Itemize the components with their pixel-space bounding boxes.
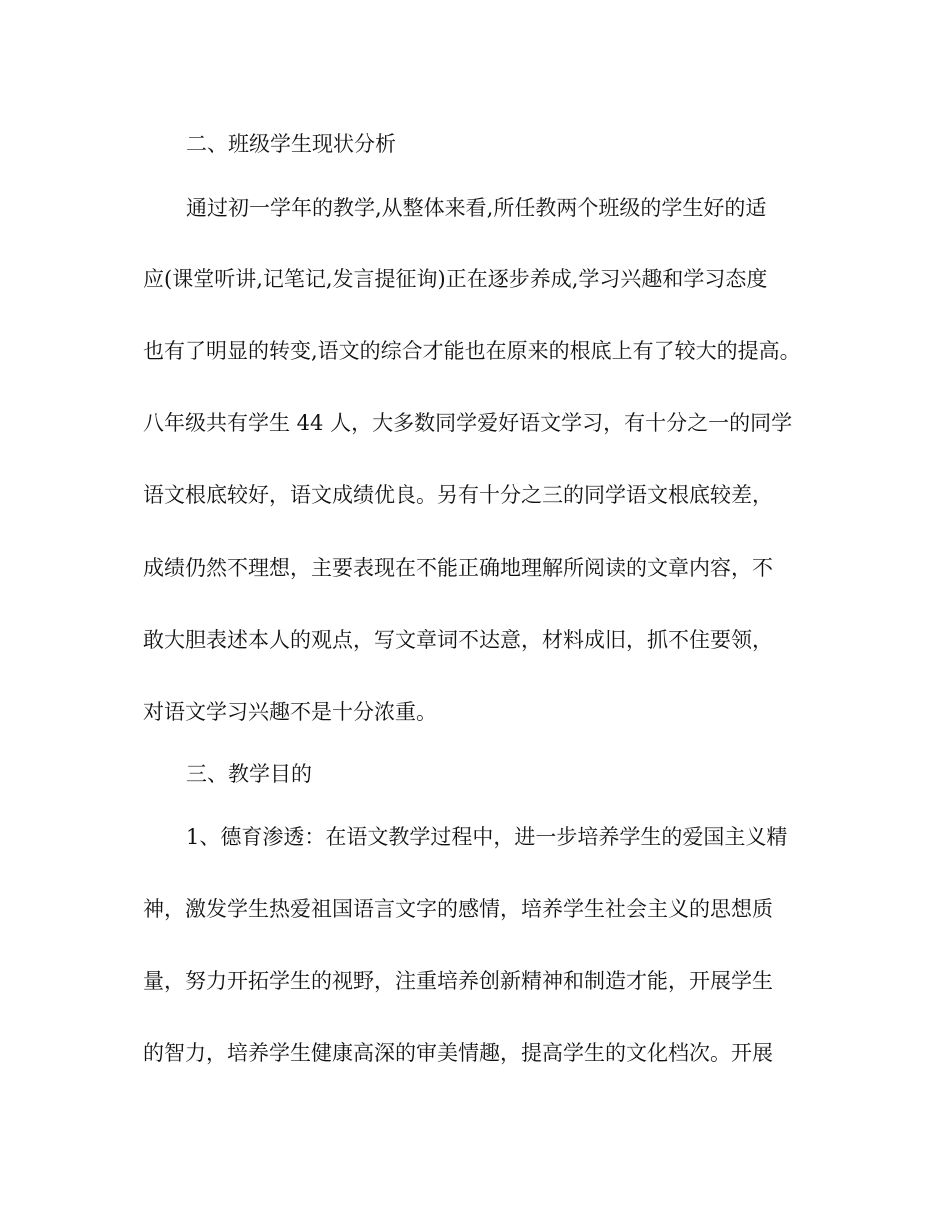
paragraph-line: 成绩仍然不理想，主要表现在不能正确地理解所阅读的文章内容，不: [143, 556, 773, 580]
section-heading-teaching-goals: 三、教学目的: [186, 762, 312, 786]
paragraph-line: 语文根底较好，语文成绩优良。另有十分之三的同学语文根底较差，: [143, 483, 773, 507]
paragraph-line: 也有了明显的转变,语文的综合才能也在原来的根底上有了较大的提高。: [143, 339, 801, 363]
paragraph-line: 应(课堂听讲,记笔记,发言提征询)正在逐步养成,学习兴趣和学习态度: [143, 267, 768, 291]
paragraph-line: 1、德育渗透：在语文教学过程中，进一步培养学生的爱国主义精: [186, 825, 788, 849]
paragraph-line: 神，激发学生热爱祖国语言文字的感情，培养学生社会主义的思想质: [143, 897, 773, 921]
paragraph-line: 八年级共有学生 44 人，大多数同学爱好语文学习，有十分之一的同学: [143, 411, 793, 435]
paragraph-line: 量，努力开拓学生的视野，注重培养创新精神和制造才能，开展学生: [143, 969, 773, 993]
paragraph-line: 通过初一学年的教学,从整体来看,所任教两个班级的学生好的适: [186, 196, 767, 220]
paragraph-line: 的智力，培养学生健康高深的审美情趣，提高学生的文化档次。开展: [143, 1041, 773, 1065]
paragraph-line: 对语文学习兴趣不是十分浓重。: [143, 700, 437, 724]
paragraph-line: 敢大胆表述本人的观点，写文章词不达意，材料成旧，抓不住要领，: [143, 628, 773, 652]
section-heading-student-analysis: 二、班级学生现状分析: [186, 132, 396, 156]
